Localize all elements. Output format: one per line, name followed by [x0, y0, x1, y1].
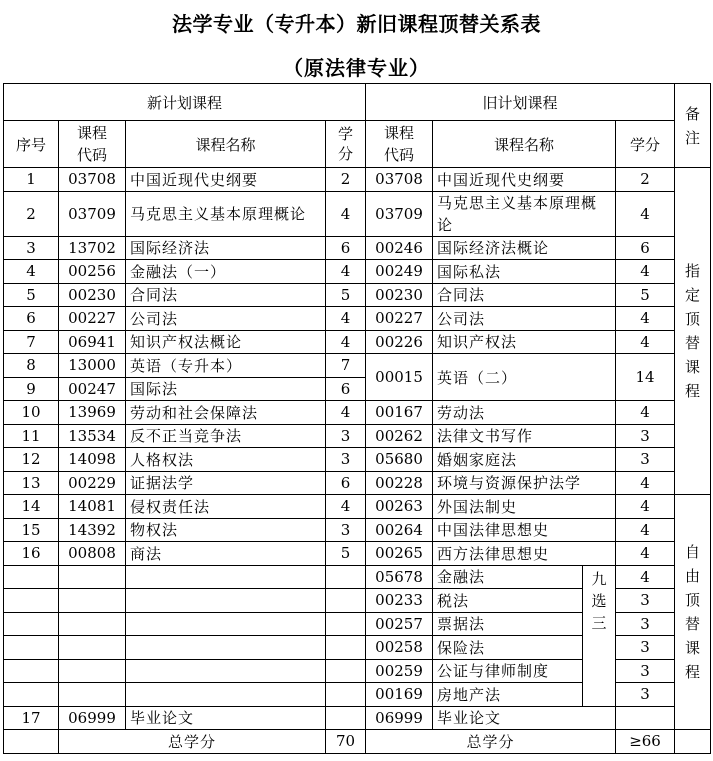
header-seq: 序号 — [4, 121, 59, 168]
cell-new-code — [59, 636, 126, 660]
cell-new-credit: 2 — [326, 168, 366, 192]
cell-old-code: 00230 — [366, 283, 433, 307]
cell-seq: 14 — [4, 495, 59, 519]
remark-designated-text: 指定顶替课程 — [685, 262, 701, 400]
cell-old-credit: 3 — [616, 683, 675, 707]
cell-new-code — [59, 683, 126, 707]
cell-old-name: 公司法 — [433, 307, 616, 331]
cell-new-code: 06941 — [59, 330, 126, 354]
cell-seq: 7 — [4, 330, 59, 354]
cell-old-code: 03708 — [366, 168, 433, 192]
table-row — [4, 236, 711, 260]
cell-new-code: 03709 — [59, 191, 126, 236]
cell-old-code: 00233 — [366, 589, 433, 613]
cell-new-name — [126, 636, 326, 660]
cell-new-code — [59, 659, 126, 683]
page-subtitle: （原法律专业） — [283, 56, 430, 80]
cell-old-name: 外国法制史 — [433, 495, 616, 519]
table-row — [4, 401, 711, 425]
cell-old-code: 06999 — [366, 706, 433, 730]
cell-new-code: 14392 — [59, 518, 126, 542]
cell-seq — [4, 659, 59, 683]
cell-new-credit: 4 — [326, 495, 366, 519]
cell-new-name: 毕业论文 — [126, 706, 326, 730]
cell-new-code: 00808 — [59, 542, 126, 566]
cell-new-credit — [326, 706, 366, 730]
cell-seq: 15 — [4, 518, 59, 542]
cell-old-credit: 4 — [616, 495, 675, 519]
cell-seq: 17 — [4, 706, 59, 730]
cell-old-code: 00265 — [366, 542, 433, 566]
table-row — [4, 354, 711, 378]
remark-choose — [583, 565, 616, 706]
cell-new-code: 00230 — [59, 283, 126, 307]
cell-new-credit — [326, 636, 366, 660]
cell-old-credit: 3 — [616, 636, 675, 660]
cell-old-credit: 3 — [616, 589, 675, 613]
cell-new-code: 14081 — [59, 495, 126, 519]
cell-seq: 1 — [4, 168, 59, 192]
course-replacement-table — [3, 83, 711, 754]
table-row — [4, 330, 711, 354]
cell-seq — [4, 589, 59, 613]
cell-new-credit — [326, 659, 366, 683]
cell-new-credit — [326, 589, 366, 613]
table-row — [4, 283, 711, 307]
cell-old-name: 英语（二） — [433, 354, 616, 401]
cell-old-code: 00259 — [366, 659, 433, 683]
table-row — [4, 495, 711, 519]
cell-new-credit: 5 — [326, 283, 366, 307]
cell-old-credit: 2 — [616, 168, 675, 192]
cell-old-credit: 3 — [616, 424, 675, 448]
cell-new-code: 03708 — [59, 168, 126, 192]
cell-old-name: 国际私法 — [433, 260, 616, 284]
cell-old-name: 环境与资源保护法学 — [433, 471, 616, 495]
cell-new-code: 00247 — [59, 377, 126, 401]
cell-old-credit: 4 — [616, 565, 675, 589]
cell-new-name — [126, 589, 326, 613]
remark-designated — [675, 168, 711, 495]
table-row — [4, 471, 711, 495]
totals-row — [4, 730, 711, 754]
cell-old-credit: 4 — [616, 542, 675, 566]
table-row — [4, 706, 711, 730]
cell-new-name: 英语（专升本） — [126, 354, 326, 378]
cell-old-code: 05678 — [366, 565, 433, 589]
cell-new-name — [126, 612, 326, 636]
cell-old-name: 法律文书写作 — [433, 424, 616, 448]
cell-new-name: 国际法 — [126, 377, 326, 401]
cell-old-name: 保险法 — [433, 636, 583, 660]
cell-new-name: 劳动和社会保障法 — [126, 401, 326, 425]
cell-old-credit: 5 — [616, 283, 675, 307]
cell-old-code: 00263 — [366, 495, 433, 519]
cell-new-name: 反不正当竞争法 — [126, 424, 326, 448]
cell-seq: 10 — [4, 401, 59, 425]
cell-old-code: 00169 — [366, 683, 433, 707]
total-new-credits: 70 — [326, 730, 366, 754]
cell-new-name — [126, 683, 326, 707]
cell-old-name: 中国近现代史纲要 — [433, 168, 616, 192]
total-label-old: 总学分 — [366, 730, 616, 754]
cell-new-name: 金融法（一） — [126, 260, 326, 284]
cell-old-name: 国际经济法概论 — [433, 236, 616, 260]
cell-old-credit: 4 — [616, 260, 675, 284]
cell-old-code: 00226 — [366, 330, 433, 354]
cell-new-code — [59, 589, 126, 613]
cell-new-credit: 6 — [326, 471, 366, 495]
cell-old-credit: 3 — [616, 448, 675, 472]
table-row — [4, 168, 711, 192]
cell-new-name — [126, 659, 326, 683]
cell-old-code: 00015 — [366, 354, 433, 401]
header-new-name: 课程名称 — [126, 121, 326, 168]
header-remark: 备注 — [675, 84, 711, 168]
cell-new-credit: 4 — [326, 401, 366, 425]
cell-new-name: 国际经济法 — [126, 236, 326, 260]
cell-new-credit: 3 — [326, 518, 366, 542]
page-title: 法学专业（专升本）新旧课程顶替关系表 — [172, 12, 541, 36]
table-row — [4, 260, 711, 284]
cell-new-name: 公司法 — [126, 307, 326, 331]
cell-seq: 2 — [4, 191, 59, 236]
cell-new-code: 13534 — [59, 424, 126, 448]
cell-old-name: 合同法 — [433, 283, 616, 307]
cell-new-credit: 7 — [326, 354, 366, 378]
remark-free-text: 自由顶替课程 — [685, 543, 701, 681]
cell-old-name: 婚姻家庭法 — [433, 448, 616, 472]
table-row — [4, 307, 711, 331]
cell-new-credit: 6 — [326, 236, 366, 260]
cell-old-code: 00246 — [366, 236, 433, 260]
cell-seq — [4, 683, 59, 707]
cell-old-credit: 4 — [616, 191, 675, 236]
cell-seq: 11 — [4, 424, 59, 448]
header-old-name: 课程名称 — [433, 121, 616, 168]
cell-new-name: 合同法 — [126, 283, 326, 307]
cell-new-name: 知识产权法概论 — [126, 330, 326, 354]
cell-old-credit: 14 — [616, 354, 675, 401]
cell-old-name: 中国法律思想史 — [433, 518, 616, 542]
header-new-credit: 学分 — [326, 121, 366, 168]
cell-old-code: 00167 — [366, 401, 433, 425]
cell-seq — [4, 565, 59, 589]
cell-old-name: 劳动法 — [433, 401, 616, 425]
cell-seq — [4, 612, 59, 636]
totals-remark-blank — [675, 730, 711, 754]
cell-new-credit: 4 — [326, 191, 366, 236]
cell-old-credit: 4 — [616, 330, 675, 354]
table-row — [4, 542, 711, 566]
cell-new-credit: 4 — [326, 330, 366, 354]
cell-old-code: 03709 — [366, 191, 433, 236]
cell-new-code — [59, 565, 126, 589]
cell-new-credit — [326, 683, 366, 707]
cell-old-code: 00262 — [366, 424, 433, 448]
header-row-columns — [4, 121, 711, 168]
cell-new-name: 物权法 — [126, 518, 326, 542]
cell-old-credit: 4 — [616, 471, 675, 495]
cell-new-name: 马克思主义基本原理概论 — [126, 191, 326, 236]
cell-seq: 4 — [4, 260, 59, 284]
cell-old-name: 票据法 — [433, 612, 583, 636]
cell-new-credit: 4 — [326, 307, 366, 331]
cell-new-code: 13969 — [59, 401, 126, 425]
table-row — [4, 565, 711, 589]
total-old-credits: ≥66 — [616, 730, 675, 754]
header-old-plan: 旧计划课程 — [366, 84, 675, 121]
table-body — [4, 84, 711, 754]
table-row — [4, 518, 711, 542]
cell-old-name: 马克思主义基本原理概论 — [433, 191, 616, 236]
cell-new-code: 14098 — [59, 448, 126, 472]
cell-new-code: 00227 — [59, 307, 126, 331]
totals-blank — [4, 730, 59, 754]
header-new-code: 课程代码 — [59, 121, 126, 168]
cell-old-code: 05680 — [366, 448, 433, 472]
remark-choose-text: 九选三 — [591, 569, 607, 632]
cell-old-code: 00264 — [366, 518, 433, 542]
cell-old-code: 00227 — [366, 307, 433, 331]
cell-old-credit: 3 — [616, 659, 675, 683]
cell-old-name: 西方法律思想史 — [433, 542, 616, 566]
cell-old-code: 00257 — [366, 612, 433, 636]
cell-new-credit: 3 — [326, 448, 366, 472]
cell-new-code: 13000 — [59, 354, 126, 378]
header-old-code: 课程代码 — [366, 121, 433, 168]
cell-old-name: 税法 — [433, 589, 583, 613]
cell-seq: 9 — [4, 377, 59, 401]
cell-seq: 5 — [4, 283, 59, 307]
remark-free — [675, 495, 711, 730]
cell-old-name: 金融法 — [433, 565, 583, 589]
cell-seq — [4, 636, 59, 660]
cell-new-code: 13702 — [59, 236, 126, 260]
cell-old-code: 00228 — [366, 471, 433, 495]
cell-new-code: 00229 — [59, 471, 126, 495]
cell-old-credit: 4 — [616, 518, 675, 542]
header-old-credit: 学分 — [616, 121, 675, 168]
cell-new-credit — [326, 565, 366, 589]
cell-old-credit: 6 — [616, 236, 675, 260]
cell-old-credit: 3 — [616, 612, 675, 636]
cell-old-code: 00258 — [366, 636, 433, 660]
cell-old-credit — [616, 706, 675, 730]
total-label-new: 总学分 — [59, 730, 326, 754]
cell-seq: 12 — [4, 448, 59, 472]
cell-old-name: 毕业论文 — [433, 706, 616, 730]
cell-new-code: 00256 — [59, 260, 126, 284]
cell-new-name: 侵权责任法 — [126, 495, 326, 519]
cell-seq: 13 — [4, 471, 59, 495]
cell-new-name: 商法 — [126, 542, 326, 566]
cell-new-name: 中国近现代史纲要 — [126, 168, 326, 192]
cell-old-name: 公证与律师制度 — [433, 659, 583, 683]
cell-old-name: 知识产权法 — [433, 330, 616, 354]
table-row — [4, 424, 711, 448]
cell-new-credit: 4 — [326, 260, 366, 284]
table-row — [4, 448, 711, 472]
cell-new-credit: 5 — [326, 542, 366, 566]
cell-seq: 3 — [4, 236, 59, 260]
cell-seq: 6 — [4, 307, 59, 331]
cell-new-code: 06999 — [59, 706, 126, 730]
cell-old-name: 房地产法 — [433, 683, 583, 707]
cell-new-credit: 6 — [326, 377, 366, 401]
cell-old-code: 00249 — [366, 260, 433, 284]
cell-old-credit: 4 — [616, 307, 675, 331]
cell-new-credit — [326, 612, 366, 636]
cell-seq: 16 — [4, 542, 59, 566]
cell-new-name: 人格权法 — [126, 448, 326, 472]
cell-new-credit: 3 — [326, 424, 366, 448]
cell-seq: 8 — [4, 354, 59, 378]
cell-new-name: 证据法学 — [126, 471, 326, 495]
header-row-group — [4, 84, 711, 121]
cell-old-credit: 4 — [616, 401, 675, 425]
cell-new-code — [59, 612, 126, 636]
cell-new-name — [126, 565, 326, 589]
table-row — [4, 191, 711, 236]
header-new-plan: 新计划课程 — [4, 84, 366, 121]
